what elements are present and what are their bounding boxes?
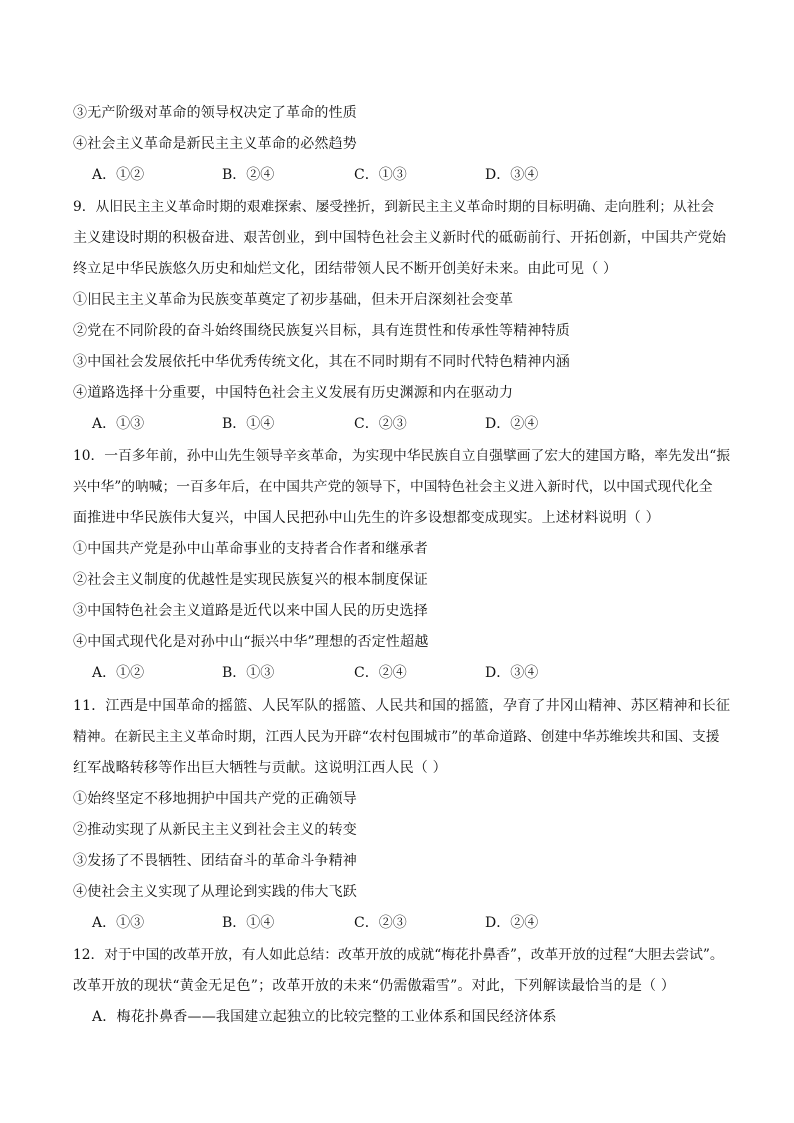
q9-stem-line-1: 9．从旧民主主义革命时期的艰难探索、屡受挫折，到新民主主义革命时期的目标明确、走向胜利；从社会 xyxy=(73,199,715,215)
q11-statement-4: ④使社会主义实现了从理论到实践的伟大飞跃 xyxy=(73,884,357,900)
q8-option-d: D．③④ xyxy=(485,167,539,183)
q10-stem-line-2: 兴中华”的呐喊；一百多年后，在中国共产党的领导下，中国特色社会主义进入新时代，以中国式现代化全 xyxy=(73,479,713,495)
q11-statement-2: ②推动实现了从新民主主义到社会主义的转变 xyxy=(73,822,357,838)
q8-option-a: A．①② xyxy=(92,167,145,183)
q9-statement-1: ①旧民主主义革命为民族变革奠定了初步基础，但未开启深刻社会变革 xyxy=(73,292,514,308)
q9-option-c: C．②③ xyxy=(354,416,407,432)
q11-statement-3: ③发扬了不畏牺牲、团结奋斗的革命斗争精神 xyxy=(73,853,357,869)
q11-option-c: C．②③ xyxy=(354,915,407,931)
q9-option-a: A．①③ xyxy=(92,416,145,432)
q11-options xyxy=(92,914,692,932)
q9-stem-line-3: 终立足中华民族悠久历史和灿烂文化，团结带领人民不断开创美好未来。由此可见（ ） xyxy=(73,261,618,277)
q10-statement-4: ④中国式现代化是对孙中山“振兴中华”理想的否定性超越 xyxy=(73,634,429,650)
q9-option-d: D．②④ xyxy=(485,416,539,432)
q9-stem-line-2: 主义建设时期的积极奋进、艰苦创业，到中国特色社会主义新时代的砥砺前行、开拓创新，中国共产党始 xyxy=(73,230,727,246)
q9-statement-2: ②党在不同阶段的奋斗始终围绕民族复兴目标，具有连贯性和传承性等精神特质 xyxy=(73,323,570,339)
q12-stem-line-1: 12．对于中国的改革开放，有人如此总结：改革开放的成就“梅花扑鼻香”，改革开放的过程“大胆去尝试”。 xyxy=(73,947,724,963)
q10-option-b: B．①③ xyxy=(222,665,275,681)
q9-options xyxy=(92,415,692,433)
q8-option-b: B．②④ xyxy=(222,167,275,183)
q10-statement-1: ①中国共产党是孙中山革命事业的支持者合作者和继承者 xyxy=(73,541,428,557)
q11-statement-1: ①始终坚定不移地拥护中国共产党的正确领导 xyxy=(73,791,357,807)
q8-options xyxy=(92,166,692,184)
q10-statement-2: ②社会主义制度的优越性是实现民族复兴的根本制度保证 xyxy=(73,572,428,588)
q10-stem-line-3: 面推进中华民族伟大复兴，中国人民把孙中山先生的许多设想都变成现实。上述材料说明（ ） xyxy=(73,510,660,526)
q12-option-a: A．梅花扑鼻香——我国建立起独立的比较完整的工业体系和国民经济体系 xyxy=(92,1009,557,1025)
q11-option-b: B．①④ xyxy=(222,915,275,931)
q10-option-a: A．①② xyxy=(92,665,145,681)
q8-statement-3: ③无产阶级对革命的领导权决定了革命的性质 xyxy=(73,105,357,121)
q8-option-c: C．①③ xyxy=(354,167,407,183)
q11-stem-line-1: 11．江西是中国革命的摇篮、人民军队的摇篮、人民共和国的摇篮，孕育了井冈山精神、苏区精神和长征 xyxy=(73,698,731,714)
q9-option-b: B．①④ xyxy=(222,416,275,432)
q12-stem-line-2: 改革开放的现状“黄金无足色”；改革开放的未来“仍需傲霜雪”。对此，下列解读最恰当的是（ ） xyxy=(73,978,676,994)
q11-option-d: D．②④ xyxy=(485,915,539,931)
q10-statement-3: ③中国特色社会主义道路是近代以来中国人民的历史选择 xyxy=(73,603,428,619)
q10-options xyxy=(92,664,692,682)
q11-stem-line-3: 红军战略转移等作出巨大牺牲与贡献。这说明江西人民（ ） xyxy=(73,760,447,776)
q11-option-a: A．①③ xyxy=(92,915,145,931)
q8-statement-4: ④社会主义革命是新民主主义革命的必然趋势 xyxy=(73,136,357,152)
q11-stem-line-2: 精神。在新民主主义革命时期，江西人民为开辟“农村包围城市”的革命道路、创建中华苏维埃共和国、支援 xyxy=(73,729,720,745)
q9-statement-4: ④道路选择十分重要，中国特色社会主义发展有历史渊源和内在驱动力 xyxy=(73,385,514,401)
q10-stem-line-1: 10．一百多年前，孙中山先生领导辛亥革命，为实现中华民族自立自强擘画了宏大的建国方略，率先发出“振 xyxy=(73,448,731,464)
q10-option-d: D．③④ xyxy=(485,665,539,681)
q9-statement-3: ③中国社会发展依托中华优秀传统文化，其在不同时期有不同时代特色精神内涵 xyxy=(73,354,570,370)
q10-option-c: C．②④ xyxy=(354,665,407,681)
